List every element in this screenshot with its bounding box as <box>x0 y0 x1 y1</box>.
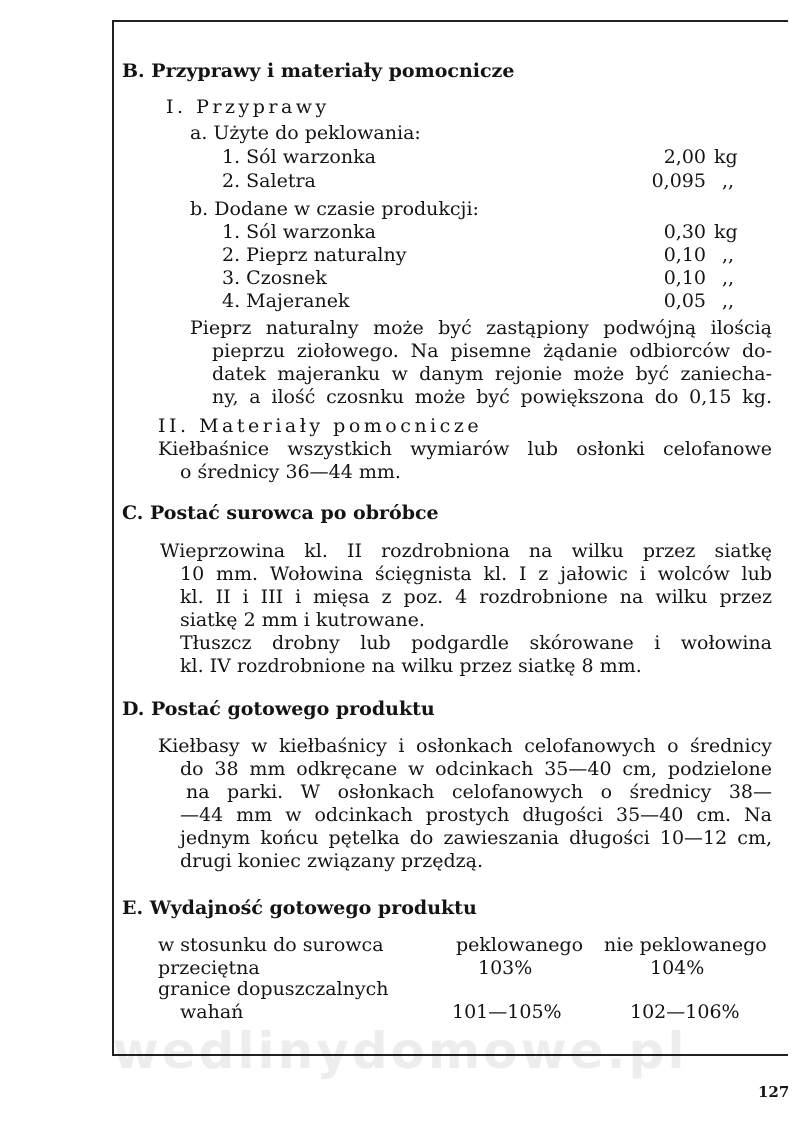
page-number: 127 <box>758 1083 790 1101</box>
production-item-unit: ,, <box>722 267 735 289</box>
spices-heading: I. Przyprawy <box>166 96 330 118</box>
yield-range-label: wahań <box>180 1001 244 1023</box>
raw-material-line: kl. II i III i mięsa z poz. 4 rozdrobnione na wilku przez <box>180 586 772 608</box>
yield-range-cured: 101—105% <box>452 1001 562 1023</box>
curing-item-label: 1. Sól warzonka <box>222 146 376 168</box>
curing-item-amount: 0,095 <box>651 170 706 192</box>
fat-line: Tłuszcz drobny lub podgardle skórowane i wołowina <box>180 632 772 654</box>
production-item-unit: ,, <box>722 290 735 312</box>
raw-material-line: siatkę 2 mm i kutrowane. <box>180 609 425 631</box>
yield-col-uncured: nie peklowanego <box>604 934 767 956</box>
yield-col-cured: peklowanego <box>456 934 584 956</box>
product-line: —44 mm w odcinkach prostych długości 35—40 cm. Na <box>180 804 772 826</box>
spice-note-line: Pieprz naturalny może być zastąpiony podwójną ilością <box>190 317 772 339</box>
production-item-amount: 0,05 <box>663 290 706 312</box>
spice-note-line: datek majeranku w danym rejonie może być zaniecha- <box>212 363 772 385</box>
production-item-unit: kg <box>714 221 738 243</box>
production-item-label: 1. Sól warzonka <box>222 221 376 243</box>
product-line: Kiełbasy w kiełbaśnicy i osłonkach celofanowych o średnicy <box>158 735 772 757</box>
yield-avg-uncured: 104% <box>650 957 705 979</box>
production-item-amount: 0,10 <box>663 244 706 266</box>
product-line: do 38 mm odkręcane w odcinkach 35—40 cm, podzielone <box>180 758 772 780</box>
section-e-heading: E. Wydajność gotowego produktu <box>122 897 477 919</box>
watermark: wedlinydomowe.pl <box>112 1022 688 1080</box>
yield-header-label: w stosunku do surowca <box>158 934 384 956</box>
auxiliary-heading: II. Materiały pomocnicze <box>158 415 483 437</box>
production-item-label: 3. Czosnek <box>222 267 327 289</box>
curing-item-label: 2. Saletra <box>222 170 316 192</box>
curing-item-amount: 2,00 <box>663 146 706 168</box>
yield-range-label: granice dopuszczalnych <box>158 978 389 1000</box>
production-subheading: b. Dodane w czasie produkcji: <box>190 198 479 220</box>
product-line: na parki. W osłonkach celofanowych o średnicy 38— <box>186 781 772 803</box>
section-b-heading: B. Przyprawy i materiały pomocnicze <box>122 60 515 82</box>
raw-material-line: Wieprzowina kl. II rozdrobniona na wilku przez siatkę <box>160 540 772 562</box>
curing-item-unit: ,, <box>722 170 735 192</box>
curing-item-unit: kg <box>714 146 738 168</box>
production-item-unit: ,, <box>722 244 735 266</box>
spice-note-line: pieprzu ziołowego. Na pisemne żądanie odbiorców do- <box>212 340 772 362</box>
production-item-label: 2. Pieprz naturalny <box>222 244 407 266</box>
frame-top-rule <box>112 20 788 22</box>
frame-left-rule <box>112 20 114 1054</box>
product-line: drugi koniec związany przędzą. <box>180 850 484 872</box>
yield-range-uncured: 102—106% <box>630 1001 740 1023</box>
spice-note-line: ny, a ilość czosnku może być powiększona do 0,15 kg. <box>212 386 772 408</box>
auxiliary-line: o średnicy 36—44 mm. <box>180 461 401 483</box>
raw-material-line: 10 mm. Wołowina ścięgnista kl. I z jałowic i wolców lub <box>180 563 772 585</box>
auxiliary-line: Kiełbaśnice wszystkich wymiarów lub osłonki celofanowe <box>158 438 772 460</box>
yield-avg-cured: 103% <box>478 957 533 979</box>
production-item-label: 4. Majeranek <box>222 290 350 312</box>
section-c-heading: C. Postać surowca po obróbce <box>122 502 439 524</box>
production-item-amount: 0,30 <box>663 221 706 243</box>
yield-avg-label: przeciętna <box>158 957 260 979</box>
curing-subheading: a. Użyte do peklowania: <box>190 122 421 144</box>
production-item-amount: 0,10 <box>663 267 706 289</box>
fat-line: kl. IV rozdrobnione na wilku przez siatkę 8 mm. <box>180 655 642 677</box>
section-d-heading: D. Postać gotowego produktu <box>122 698 435 720</box>
product-line: jednym końcu pętelka do zawieszania długości 10—12 cm, <box>180 827 772 849</box>
